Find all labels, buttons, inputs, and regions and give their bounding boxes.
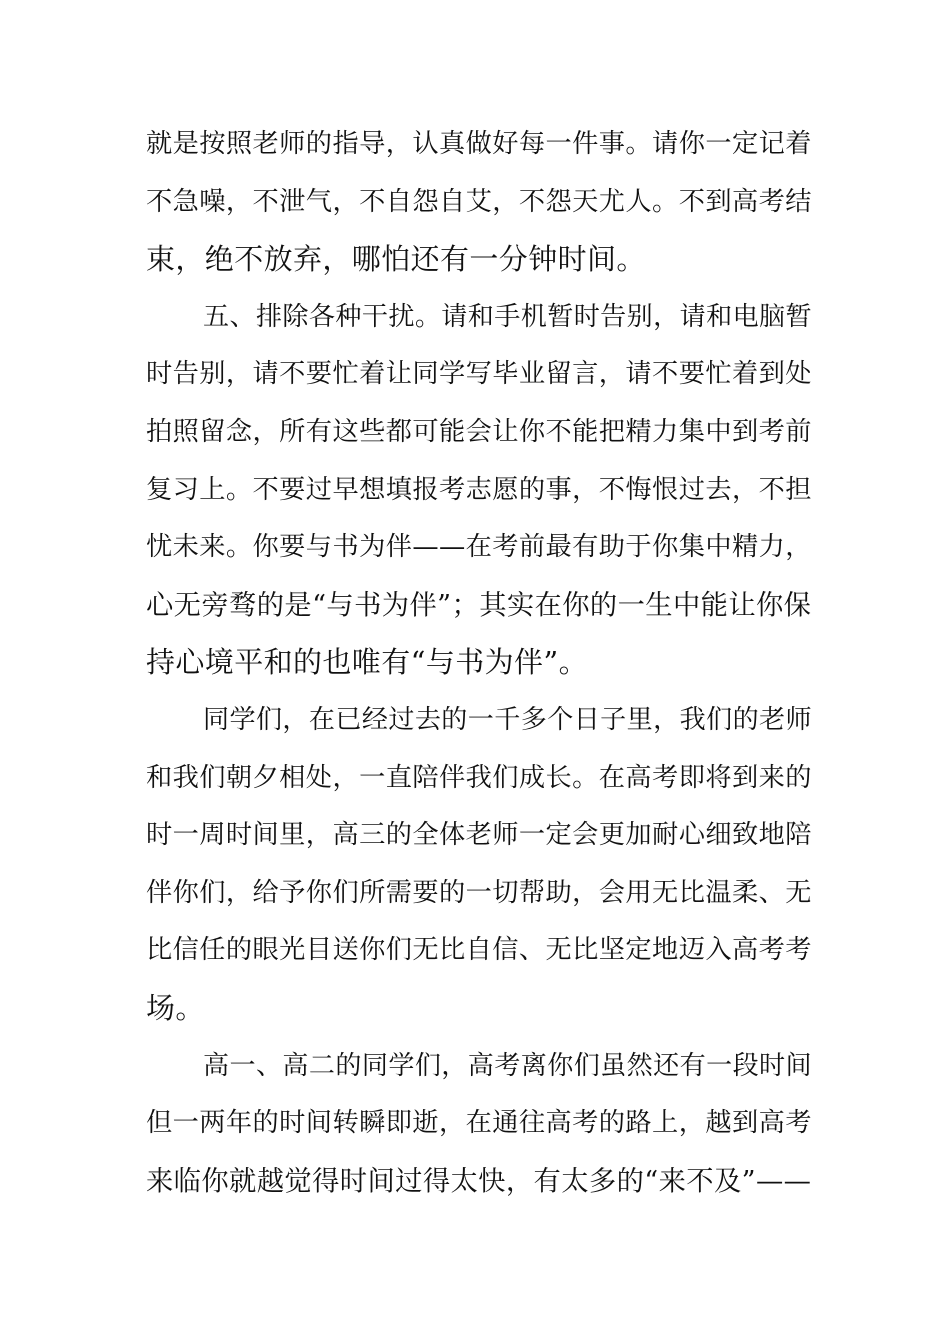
- text-line: 但一两年的时间转瞬即逝，在通往高考的路上，越到高考: [146, 1108, 812, 1139]
- text-line: 来临你就越觉得时间过得太快，有太多的“来不及”——: [146, 1165, 812, 1197]
- text-line: 束，绝不放弃，哪怕还有一分钟时间。: [146, 242, 646, 277]
- text-line: 不急噪，不泄气，不自怨自艾，不怨天尤人。不到高考结: [146, 186, 812, 217]
- text-line: 比信任的眼光目送你们无比自信、无比坚定地迈入高考考: [146, 935, 812, 966]
- text-line: 伴你们，给予你们所需要的一切帮助，会用无比温柔、无: [146, 877, 812, 908]
- text-line: 复习上。不要过早想填报考志愿的事，不悔恨过去，不担: [146, 474, 812, 505]
- text-line: 场。: [146, 990, 205, 1025]
- text-line: 忧未来。你要与书为伴——在考前最有助于你集中精力，: [146, 532, 812, 563]
- text-line: 就是按照老师的指导，认真做好每一件事。请你一定记着: [146, 129, 812, 159]
- text-line: 高一、高二的同学们，高考离你们虽然还有一段时间: [203, 1050, 812, 1081]
- text-line: 持心境平和的也唯有“与书为伴”。: [146, 645, 589, 680]
- text-line: 同学们，在已经过去的一千多个日子里，我们的老师: [203, 704, 812, 735]
- document-body: [146, 116, 811, 1210]
- text-line: 时告别，请不要忙着让同学写毕业留言，请不要忙着到处: [146, 359, 812, 390]
- text-line: 五、排除各种干扰。请和手机暂时告别，请和电脑暂: [203, 301, 812, 332]
- text-line: 心无旁骛的是“与书为伴”；其实在你的一生中能让你保: [146, 589, 812, 621]
- text-line: 和我们朝夕相处，一直陪伴我们成长。在高考即将到来的: [146, 762, 812, 793]
- text-line: 时一周时间里，高三的全体老师一定会更加耐心细致地陪: [146, 820, 812, 851]
- text-line: 拍照留念，所有这些都可能会让你不能把精力集中到考前: [146, 416, 812, 447]
